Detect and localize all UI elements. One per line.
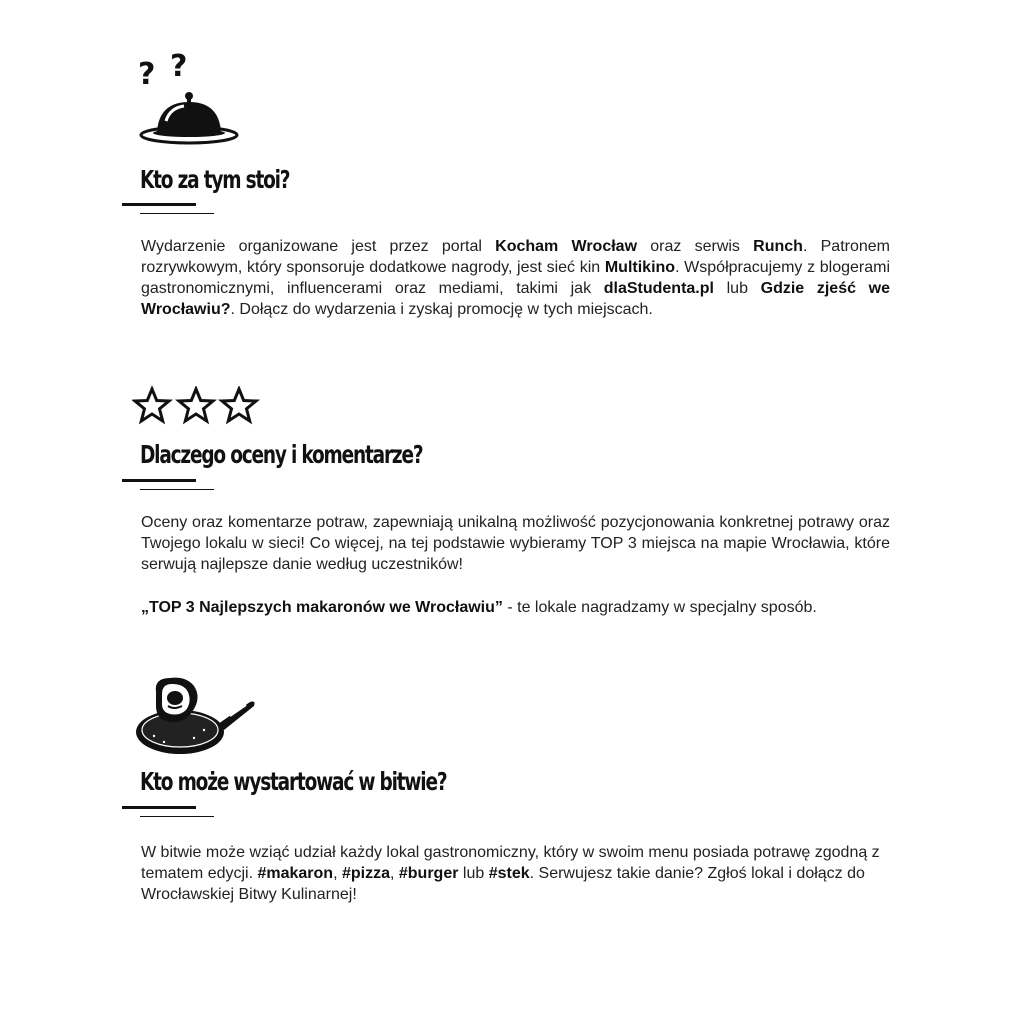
section-paragraph: Oceny oraz komentarze potraw, zapewniają unikalną możliwość pozycjonowania konkretnej potrawy oraz Twojego lokalu w sieci! Co więcej, na tej podstawie wybieramy TOP 3 miejsca na mapie Wrocławia, które serwują najlepsze danie według uczestników! [141, 514, 890, 573]
svg-text:?: ? [138, 57, 156, 92]
heading-underline-thin [140, 489, 214, 490]
heading-underline-thin [140, 213, 214, 214]
section-heading: Kto może wystartować w bitwie? [140, 767, 447, 796]
heading-underline [122, 479, 196, 482]
steak-pan-icon [134, 672, 258, 760]
section-paragraph-highlight: „TOP 3 Najlepszych makaronów we Wrocławiu” - te lokale nagradzamy w specjalny sposób. [141, 599, 817, 616]
heading-underline [122, 806, 196, 809]
cloche-question-icon [132, 48, 244, 148]
heading-underline-thin [140, 816, 214, 817]
section-heading: Kto za tym stoi? [140, 165, 290, 194]
section-paragraph: Wydarzenie organizowane jest przez portal Kocham Wrocław oraz serwis Runch. Patronem rozrywkowym, który sponsoruje dodatkowe nagrody, jest sieć kin Multikino. Współpracujemy z blogerami gastronomicznymi, influencerami oraz mediami, takimi jak dlaStudenta.pl lub Gdzie zjeść we Wrocławiu?. Dołącz do wydarzenia i zyskaj promocję w tych miejscach. [141, 238, 891, 318]
section-heading: Dlaczego oceny i komentarze? [140, 440, 423, 469]
heading-underline [122, 203, 196, 206]
section-paragraph: W bitwie może wziąć udział każdy lokal gastronomiczny, który w swoim menu posiada potrawę zgodną z tematem edycji. #makaron, #pizza, #burger lub #stek. Serwujesz takie danie? Zgłoś lokal i dołącz do Wrocławskiej Bitwy Kulinarnej! [141, 844, 880, 903]
three-stars-icon [132, 386, 262, 426]
svg-text:?: ? [170, 49, 188, 84]
